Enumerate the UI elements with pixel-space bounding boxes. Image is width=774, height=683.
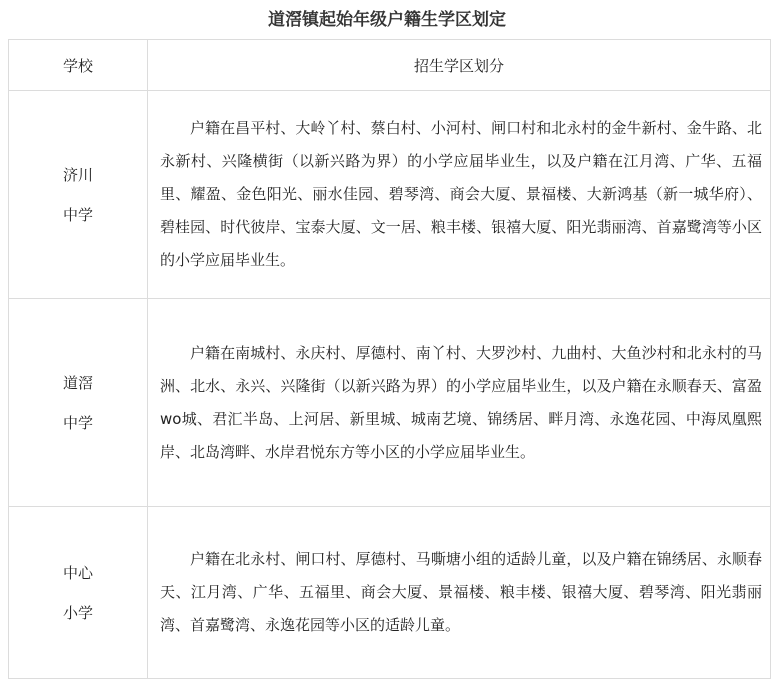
header-school: 学校: [9, 40, 148, 91]
school-zone-table: [8, 39, 771, 679]
table-row: [9, 507, 771, 679]
school-name-cell: [9, 91, 148, 299]
school-name-line: 道滘: [62, 373, 93, 392]
header-zone: 招生学区划分: [148, 40, 771, 91]
zone-description-cell: 户籍在昌平村、大岭丫村、蔡白村、小河村、闸口村和北永村的金牛新村、金牛路、北永新村、兴隆横街（以新兴路为界）的小学应届毕业生，以及户籍在江月湾、广华、五福里、耀盈、金色阳光、丽水佳园、碧琴湾、商会大厦、景福楼、大新鸿基（新一城华府）、碧桂园、时代彼岸、宝泰大厦、文一居、粮丰楼、银禧大厦、阳光翡丽湾、首嘉鹭湾等小区的小学应届毕业生。: [148, 91, 771, 299]
zone-description-cell: 户籍在北永村、闸口村、厚德村、马嘶塘小组的适龄儿童，以及户籍在锦绣居、永顺春天、江月湾、广华、五福里、商会大厦、景福楼、粮丰楼、银禧大厦、碧琴湾、阳光翡丽湾、首嘉鹭湾、永逸花园等小区的适龄儿童。: [148, 507, 771, 679]
page-title: 道滘镇起始年级户籍生学区划定: [268, 10, 506, 30]
table-row: [9, 91, 771, 299]
school-name-line: 济川: [62, 165, 93, 184]
school-name-line: 小学: [62, 603, 93, 622]
zone-description-cell: 户籍在南城村、永庆村、厚德村、南丫村、大罗沙村、九曲村、大鱼沙村和北永村的马洲、北水、永兴、兴隆街（以新兴路为界）的小学应届毕业生，以及户籍在永顺春天、富盈wo城、君汇半岛、上河居、新里城、城南艺境、锦绣居、畔月湾、永逸花园、中海凤凰熙岸、北岛湾畔、水岸君悦东方等小区的小学应届毕业生。: [148, 299, 771, 507]
school-name-cell: [9, 507, 148, 679]
table-row: [9, 299, 771, 507]
school-name-line: 中学: [62, 205, 93, 224]
school-name-cell: [9, 299, 148, 507]
school-name-line: 中学: [62, 413, 93, 432]
table-header-row: [9, 40, 771, 91]
school-name-line: 中心: [62, 563, 93, 582]
